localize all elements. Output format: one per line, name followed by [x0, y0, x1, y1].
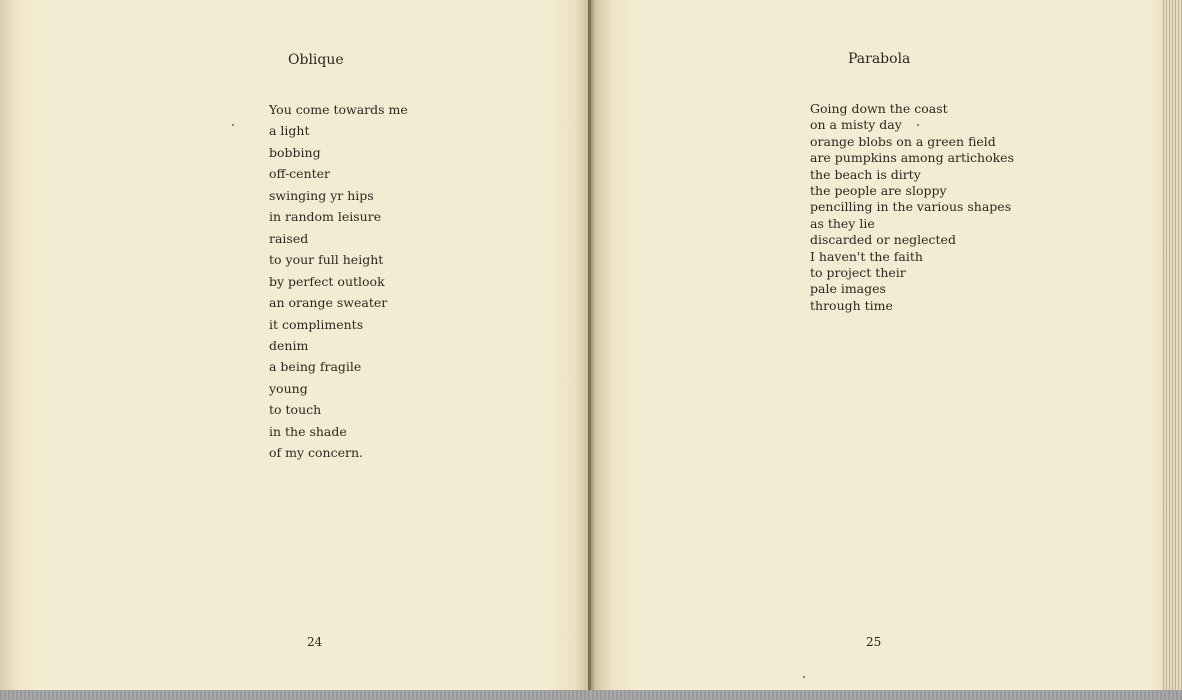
poem-line: are pumpkins among artichokes [810, 150, 1014, 166]
poem-line: to your full height [269, 252, 384, 268]
poem-line: I haven't the faith [810, 248, 923, 264]
poem-line: pencilling in the various shapes [810, 199, 1012, 215]
right-page-number: 25 [866, 635, 882, 649]
poem-line: the beach is dirty [810, 166, 921, 182]
paper-speck [917, 124, 919, 126]
book-gutter [588, 0, 591, 690]
poem-line: bobbing [269, 144, 321, 160]
poem-line: Going down the coast [810, 101, 948, 116]
poem-line: of my concern. [269, 445, 363, 461]
poem-line: on a misty day [810, 117, 902, 133]
left-page-title: Oblique [288, 52, 344, 68]
poem-line: off-center [269, 166, 331, 182]
poem-line: discarded or neglected [810, 232, 956, 248]
poem-line: by perfect outlook [269, 273, 385, 289]
poem-line: to touch [269, 402, 322, 418]
poem-line: orange blobs on a green field [810, 133, 996, 149]
paper-speck [803, 676, 805, 678]
poem-line: as they lie [810, 215, 875, 231]
page-edges [1163, 0, 1182, 690]
left-poem [269, 99, 408, 464]
left-page-number: 24 [307, 635, 323, 649]
poem-line: swinging yr hips [269, 187, 374, 203]
left-page [0, 0, 590, 690]
poem-line: an orange sweater [269, 295, 388, 311]
poem-line: the people are sloppy [810, 183, 947, 199]
poem-line: through time [810, 297, 893, 313]
poem-line: it compliments [269, 316, 364, 332]
right-page [590, 0, 1167, 690]
poem-line: a light [269, 123, 310, 139]
poem-line: pale images [810, 281, 886, 297]
poem-line: in the shade [269, 423, 347, 439]
poem-line: You come towards me [269, 102, 408, 117]
right-poem [810, 101, 1014, 314]
poem-line: in random leisure [269, 209, 382, 225]
poem-line: raised [269, 230, 309, 246]
poem-line: young [269, 380, 308, 396]
poem-line: a being fragile [269, 359, 362, 375]
poem-line: to project their [810, 265, 906, 281]
paper-speck [232, 124, 234, 126]
right-page-title: Parabola [848, 51, 911, 67]
poem-line: denim [269, 337, 309, 353]
